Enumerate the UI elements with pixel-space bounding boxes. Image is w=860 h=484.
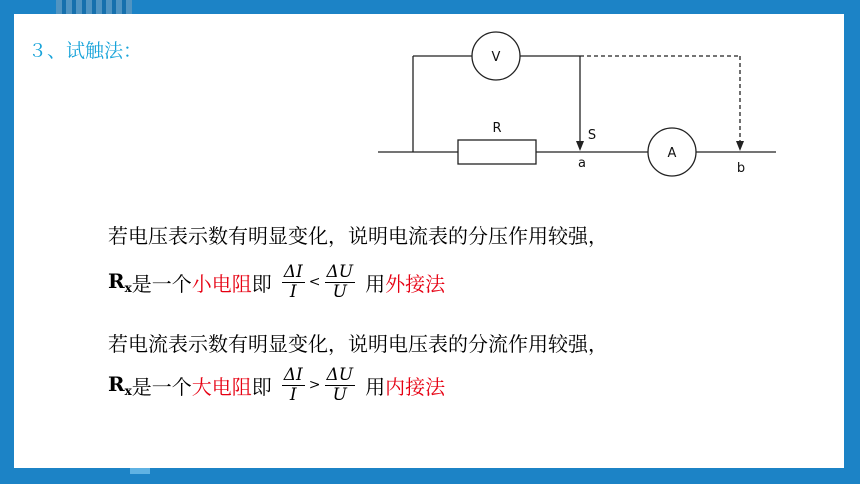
case2-frac-left: $\frac{\Delta I}{I}$ [283, 364, 303, 405]
case2-highlight: 大电阻 [191, 374, 252, 399]
case1-use: 用 [365, 271, 386, 296]
case2-method: 内接法 [385, 374, 446, 399]
section-heading: ３、试触法： [28, 40, 143, 62]
case1-relation: < [308, 274, 321, 290]
voltmeter-label: V [491, 50, 501, 65]
case2-use: 用 [365, 374, 386, 399]
case1-sentence-text: 若电压表示数有明显变化，说明电流表的分压作用较强， [108, 223, 608, 248]
resistor [458, 140, 536, 164]
case1-highlight: 小电阻 [191, 271, 252, 296]
point-b-label: b [736, 161, 746, 176]
arrow-a [576, 141, 584, 151]
case2-frac-right: $\frac{\Delta U}{U}$ [326, 364, 354, 405]
resistor-label: R [492, 121, 502, 136]
ammeter-label: A [667, 146, 677, 161]
case1-method: 外接法 [385, 271, 446, 296]
case2-sentence [108, 327, 608, 357]
case2-relation: > [308, 377, 321, 393]
arrow-b [736, 141, 744, 151]
case1-conclusion [108, 259, 445, 305]
rx-symbol: $R_x$ [108, 269, 132, 295]
case2-prefix: 是一个 [131, 374, 192, 399]
case1-suffix: 即 [251, 271, 272, 296]
case1-sentence [108, 219, 608, 249]
case2-suffix: 即 [251, 374, 272, 399]
rx-symbol: $R_x$ [108, 372, 132, 398]
case1-frac-right: $\frac{\Delta U}{U}$ [326, 261, 354, 302]
case1-frac-left: $\frac{\Delta I}{I}$ [283, 261, 303, 302]
point-a-label: a [578, 156, 586, 171]
switch-label: S [587, 128, 597, 143]
case1-prefix: 是一个 [131, 271, 192, 296]
case2-sentence-text: 若电流表示数有明显变化，说明电压表的分流作用较强， [108, 331, 608, 356]
case2-conclusion [108, 362, 445, 408]
